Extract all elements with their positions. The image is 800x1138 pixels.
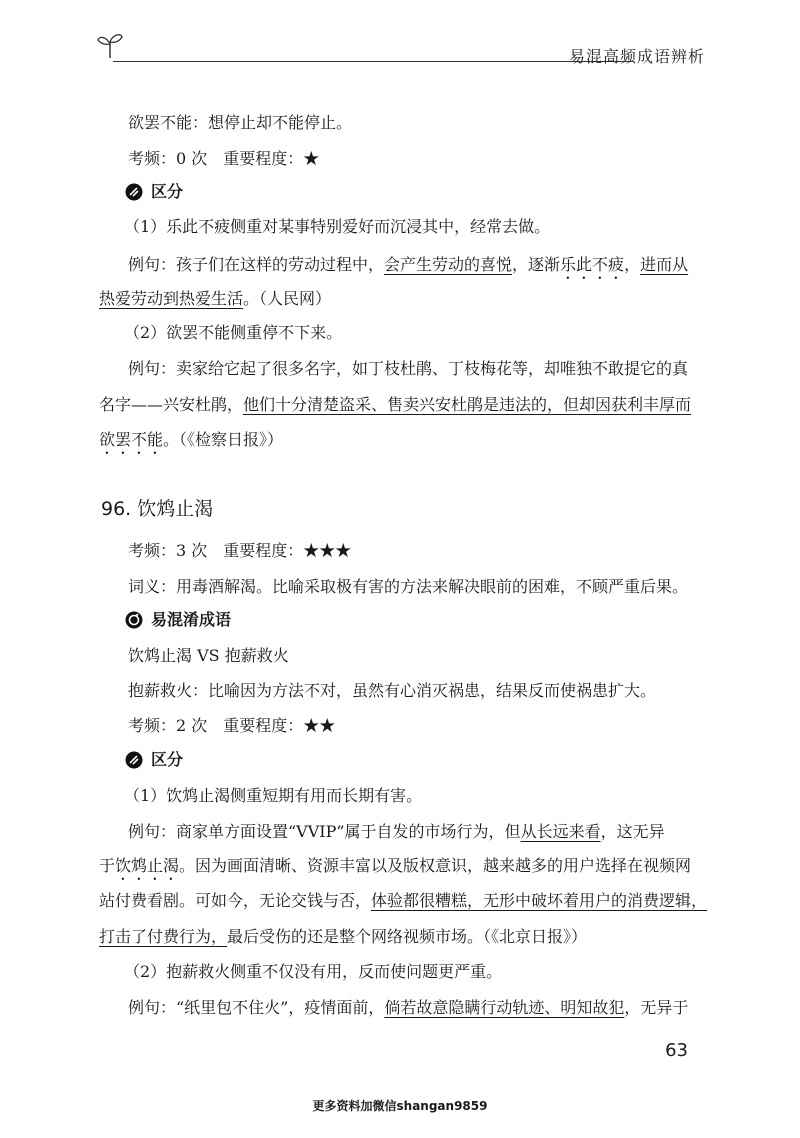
dotted-idiom: 欲罢不能 xyxy=(99,430,164,449)
confusable-icon xyxy=(125,611,143,629)
page-number: 63 xyxy=(665,1040,688,1061)
example-continuation xyxy=(99,891,707,911)
definition-line: 欲罢不能：想停止却不能停止。 xyxy=(128,113,353,132)
text-span: 例句：“纸里包不住火”，疫情面前， xyxy=(128,998,385,1017)
example-sentence: 例句：卖家给它起了很多名字，如丁枝杜鹃、丁枝梅花等，却唯独不敢提它的真 xyxy=(128,359,689,378)
distinguish-icon xyxy=(125,751,143,769)
text-span: 站付费看剧。可如今，无论交钱与否， xyxy=(99,891,372,910)
text-span: 最后受伤的还是整个网络视频市场。（《北京日报》） xyxy=(227,927,588,946)
example-sentence xyxy=(128,255,688,283)
example-continuation xyxy=(99,927,587,947)
section-heading-distinguish xyxy=(125,182,183,202)
frequency-line: 考频：2 次 重要程度：★★ xyxy=(128,716,336,735)
frequency-line: 考频：3 次 重要程度：★★★ xyxy=(128,541,352,560)
example-continuation xyxy=(99,395,691,415)
definition-line: 抱薪救火：比喻因为方法不对，虽然有心消灭祸患，结果反而使祸患扩大。 xyxy=(128,681,657,700)
frequency-line: 考频：0 次 重要程度：★ xyxy=(128,149,320,168)
distinction-item: （2）抱薪救火侧重不仅没有用，反而使问题更严重。 xyxy=(124,962,503,981)
text-span: 例句：商家单方面设置“VVIP”属于自发的市场行为，但 xyxy=(128,822,521,841)
underlined-phrase: 打击了付费行为， xyxy=(99,927,228,946)
underlined-phrase: 倘若故意隐瞒行动轨迹、明知故犯 xyxy=(384,998,625,1017)
distinction-item: （1）乐此不疲侧重对某事特别爱好而沉浸其中，经常去做。 xyxy=(124,217,551,236)
section-heading-label: 区分 xyxy=(151,182,184,201)
section-heading-distinguish xyxy=(125,750,183,770)
text-span: ，无异于 xyxy=(624,998,689,1017)
book-title: 易混高频成语辨析 xyxy=(568,47,705,66)
text-span: ，逐渐 xyxy=(512,255,561,274)
distinguish-icon xyxy=(125,183,143,201)
entry-title: 96. 饮鸩止渴 xyxy=(101,498,214,520)
section-heading-confusable xyxy=(125,610,231,630)
example-sentence xyxy=(128,998,688,1018)
footer-note: 更多资料加微信shangan9859 xyxy=(312,1099,488,1113)
text-span: ， xyxy=(624,255,641,274)
underlined-phrase: 体验都很糟糕，无形中破坏着用户的消费逻辑， xyxy=(371,891,708,910)
text-span: 。（人民网） xyxy=(243,289,332,308)
underlined-phrase: 热爱劳动到热爱生活 xyxy=(99,289,244,308)
text-span: 于 xyxy=(99,856,116,875)
distinction-item: （1）饮鸩止渴侧重短期有用而长期有害。 xyxy=(124,786,423,805)
distinction-item: （2）欲罢不能侧重停不下来。 xyxy=(124,323,343,342)
underlined-phrase: 从长远来看 xyxy=(520,822,601,841)
text-span: 名字——兴安杜鹃， xyxy=(99,395,244,414)
text-span: 例句：孩子们在这样的劳动过程中， xyxy=(128,255,385,274)
comparison-line: 饮鸩止渴 VS 抱薪救火 xyxy=(128,646,289,665)
definition-line: 词义：用毒酒解渴。比喻采取极有害的方法来解决眼前的困难，不顾严重后果。 xyxy=(128,577,689,596)
section-heading-label: 易混淆成语 xyxy=(151,610,232,629)
underlined-phrase: 会产生劳动的喜悦 xyxy=(384,255,513,274)
example-sentence xyxy=(128,822,665,842)
text-span: 。因为画面清晰、资源丰富以及版权意识，越来越多的用户选择在视频网 xyxy=(179,856,692,875)
underlined-phrase: 他们十分清楚盗采、售卖兴安杜鹃是违法的，但却因获利丰厚而 xyxy=(243,395,692,414)
dotted-idiom: 乐此不疲 xyxy=(560,255,625,274)
example-continuation xyxy=(99,430,283,458)
dotted-idiom: 饮鸩止渴 xyxy=(115,856,180,875)
text-span: 。（《检察日报》） xyxy=(163,430,284,449)
section-heading-label: 区分 xyxy=(151,750,184,769)
text-span: ，这无异 xyxy=(600,822,665,841)
underlined-phrase: 进而从 xyxy=(640,255,689,274)
example-continuation xyxy=(99,289,331,309)
example-continuation xyxy=(99,856,691,884)
